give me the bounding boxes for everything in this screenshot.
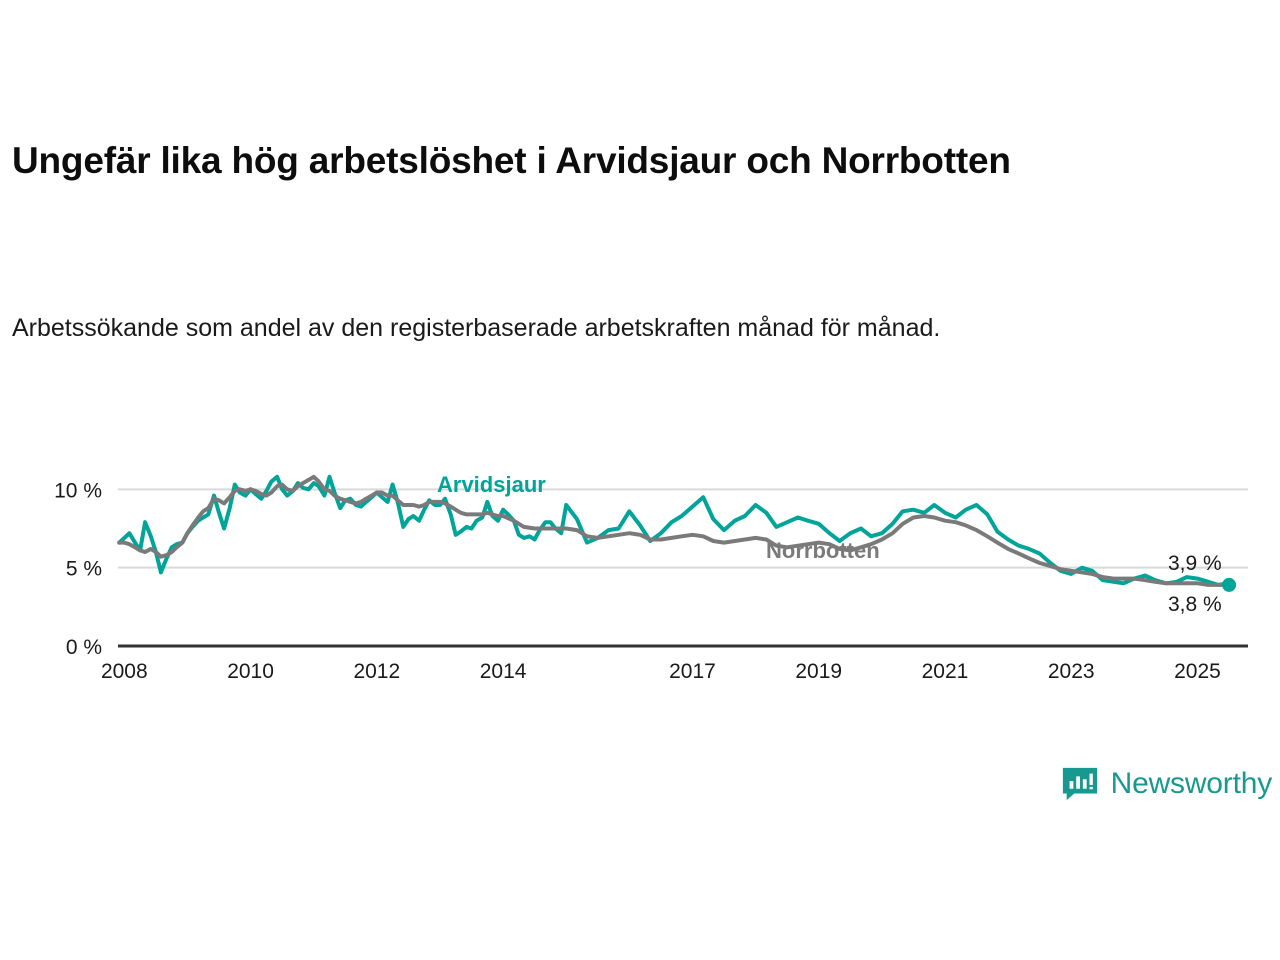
x-axis-tick-label: 2008 (100, 660, 148, 683)
y-axis-tick-label: 10 % (54, 479, 102, 503)
page-subtitle: Arbetssökande som andel av den registerbaserade arbetskraften månad för månad. (12, 314, 941, 342)
x-axis-tick-label: 2014 (479, 660, 527, 683)
x-axis-tick-label: 2023 (1047, 660, 1095, 683)
y-axis-tick-label: 5 % (65, 557, 102, 581)
brand-footer (1061, 765, 1272, 803)
bar-chart-badge-icon (1061, 765, 1099, 803)
end-point-marker (1222, 578, 1236, 592)
end-value-label-norrbotten: 3,8 % (1168, 593, 1222, 616)
series-label-norrbotten: Norrbotten (766, 538, 880, 563)
x-axis-tick-label: 2012 (353, 660, 401, 683)
page-title: Ungefär lika hög arbetslöshet i Arvidsjaur och Norrbotten (12, 140, 1011, 181)
line-chart (0, 430, 1280, 710)
x-axis-tick-label: 2017 (669, 660, 716, 683)
x-axis-tick-label: 2025 (1174, 660, 1221, 683)
x-axis-tick-label: 2021 (921, 660, 969, 683)
end-value-label-arvidsjaur: 3,9 % (1168, 552, 1222, 575)
x-axis-tick-label: 2019 (795, 660, 843, 683)
brand-name: Newsworthy (1110, 767, 1272, 800)
y-axis-tick-label: 0 % (65, 636, 102, 659)
x-axis-tick-label: 2010 (227, 660, 274, 683)
series-label-arvidsjaur: Arvidsjaur (437, 472, 546, 497)
chart-container (0, 430, 1280, 710)
